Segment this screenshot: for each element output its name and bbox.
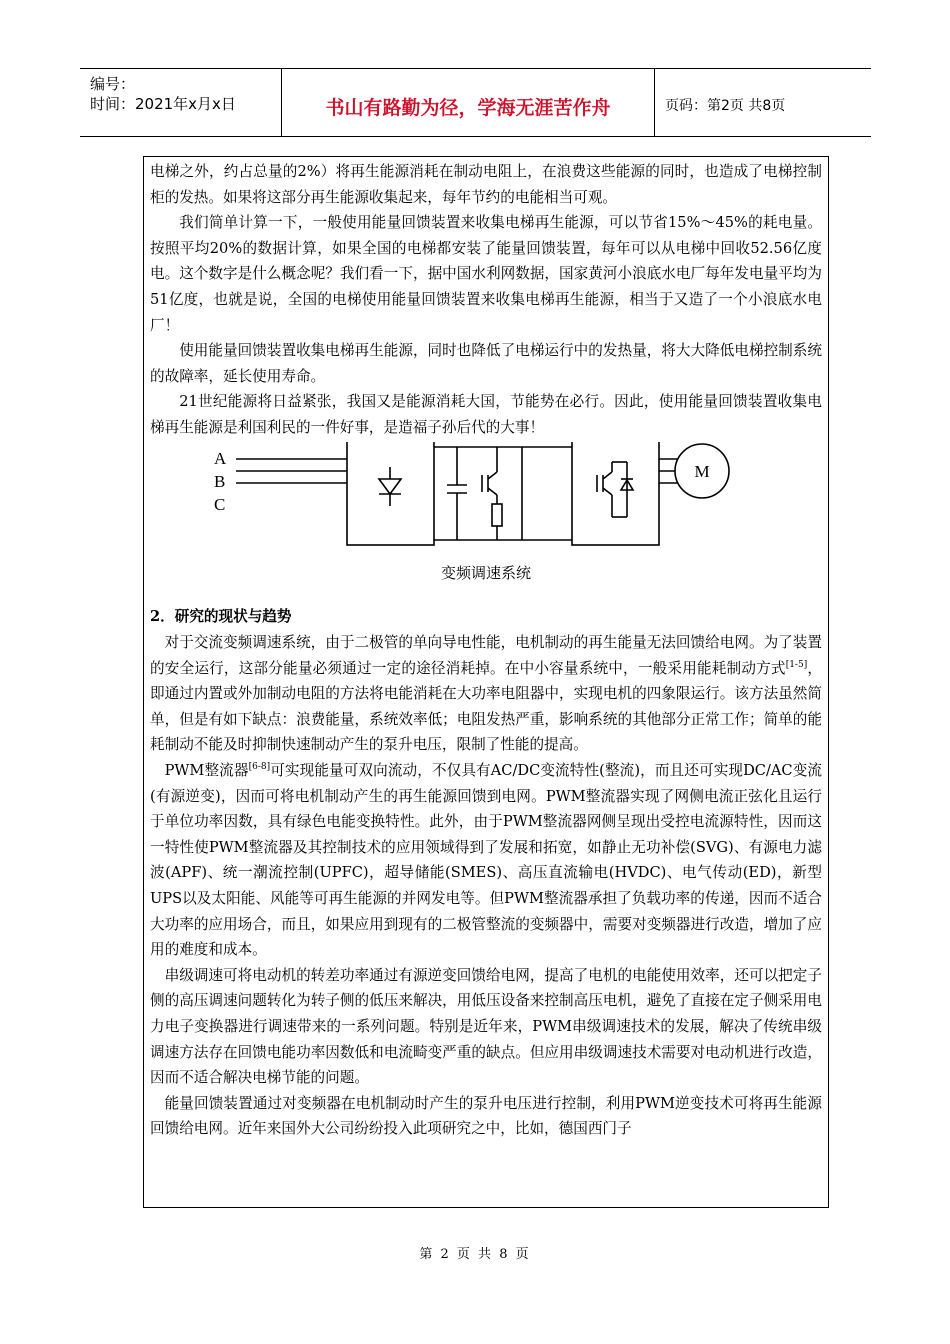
content-frame bbox=[143, 156, 829, 1208]
section-2-paragraph-3: 串级调速可将电动机的转差功率通过有源逆变回馈给电网，提高了电机的电能使用效率，还可以把定子侧的高压调速问题转化为转子侧的低压来解决，用低压设备来控制高压电机，避免了直接在定子侧采用电力电子变换器进行调速带来的一系列问题。特别是近年来，PWM串级调速技术的发展，解决了传统串级调速方法存在回馈电能功率因数低和电流畸变严重的缺点。但应用串级调速技术需要对电动机进行改造，因而不适合解决电梯节能的问题。 bbox=[150, 966, 822, 1087]
header-motto: 书山有路勤为径，学海无涯苦作舟 bbox=[325, 97, 611, 119]
section-2-paragraph-1-text-a: 对于交流变频调速系统，由于二极管的单向导电性能，电机制动的再生能量无法回馈给电网。为了装置的安全运行，这部分能量必须通过一定的途径消耗掉。在中小容量系统中，一般采用能耗制动方式 bbox=[150, 634, 822, 677]
phase-c-label: C bbox=[214, 495, 226, 514]
header-number: 编号： bbox=[90, 75, 136, 93]
paragraph-3: 使用能量回馈装置收集电梯再生能源，同时也降低了电梯运行中的发热量，将大大降低电梯控制系统的故障率，延长使用寿命。 bbox=[150, 342, 822, 385]
citation-1-5: [1-5] bbox=[785, 659, 808, 670]
figure-caption: 变频调速系统 bbox=[440, 564, 531, 582]
body-text-lower bbox=[150, 630, 822, 1142]
motor-label: M bbox=[694, 462, 710, 481]
header-page-info: 页码：第2页 共8页 bbox=[665, 98, 786, 114]
section-2-paragraph-2-text-a: PWM整流器 bbox=[164, 761, 249, 779]
section-2-paragraph-1 bbox=[150, 630, 822, 758]
header-meta-cell bbox=[80, 69, 281, 136]
section-2-paragraph-2 bbox=[150, 758, 822, 963]
paragraph-2: 我们简单计算一下，一般使用能量回馈装置来收集电梯再生能源，可以节省15%～45%的耗电量。按照平均20%的数据计算，如果全国的电梯都安装了能量回馈装置，每年可以从电梯中回收52.56亿度电。这个数字是什么概念呢？我们看一下，据中国水利网数据，国家黄河小浪底水电厂每年发电量平均为51亿度，也就是说，全国的电梯使用能量回馈装置来收集电梯再生能源，相当于又造了一个小浪底水电厂！ bbox=[150, 214, 822, 334]
header-motto-cell bbox=[281, 69, 655, 136]
section-2-title: 2．研究的现状与趋势 bbox=[150, 608, 292, 625]
document-header bbox=[80, 68, 871, 137]
page-footer: 第 2 页 共 8 页 bbox=[419, 1247, 531, 1262]
phase-b-label: B bbox=[214, 472, 226, 491]
citation-6-8: [6-8] bbox=[248, 762, 271, 773]
body-text-upper bbox=[150, 159, 822, 441]
section-2-paragraph-4: 能量回馈装置通过对变频器在电机制动时产生的泵升电压进行控制，利用PWM逆变技术可将再生能源回馈给电网。近年来国外大公司纷纷投入此项研究之中，比如，德国西门子 bbox=[150, 1094, 822, 1138]
section-2-paragraph-2-text-b: 可实现能量可双向流动，不仅具有AC/DC变流特性(整流)，而且还可实现DC/AC变流 (有源逆变)，因而可将电机制动产生的再生能源回馈到电网。PWM整流器实现了网侧电流正弦化且运行于单位功率因数，具有绿色电能变换特性。此外，由于PWM整流器网侧呈现出受控电流源特性，因而这一特性使PWM整流器及其控制技术的应用领域得到了发展和拓宽，如静止无功补偿(SVG)、有源电力滤波(APF)、统一潮流控制(UPFC)，超导储能(SMES)、高压直流输电(HVDC)、电气传动(ED)，新型UPS以及太阳能、风能等可再生能源的并网发电等。但PWM整流器承担了负载功率的传递，因而不适合大功率的应用场合，而且，如果应用到现有的二极管整流的变频器中，需要对变频器进行改造，增加了应用的难度和成本。 bbox=[150, 761, 822, 959]
phase-a-label: A bbox=[214, 449, 227, 468]
header-page-cell bbox=[655, 69, 871, 136]
header-date: 时间：2021年x月x日 bbox=[90, 95, 236, 113]
paragraph-4: 21世纪能源将日益紧张，我国又是能源消耗大国，节能势在必行。因此，使用能量回馈装置收集电梯再生能源是利国利民的一件好事，是造福子孙后代的大事！ bbox=[150, 393, 822, 436]
section-2-paragraph-1-text-b: ，即通过内置或外加制动电阻的方法将电能消耗在大功率电阻器中，实现电机的四象限运行。该方法虽然简单，但是有如下缺点：浪费能量，系统效率低；电阻发热严重，影响系统的其他部分正常工作；简单的能耗制动不能及时抑制快速制动产生的泵升电压，限制了性能的提高。 bbox=[150, 659, 822, 754]
paragraph-1: 电梯之外，约占总量的2%）将再生能源消耗在制动电阻上，在浪费这些能源的同时，也造成了电梯控制柜的发热。如果将这部分再生能源收集起来，每年节约的电能相当可观。 bbox=[150, 163, 822, 206]
